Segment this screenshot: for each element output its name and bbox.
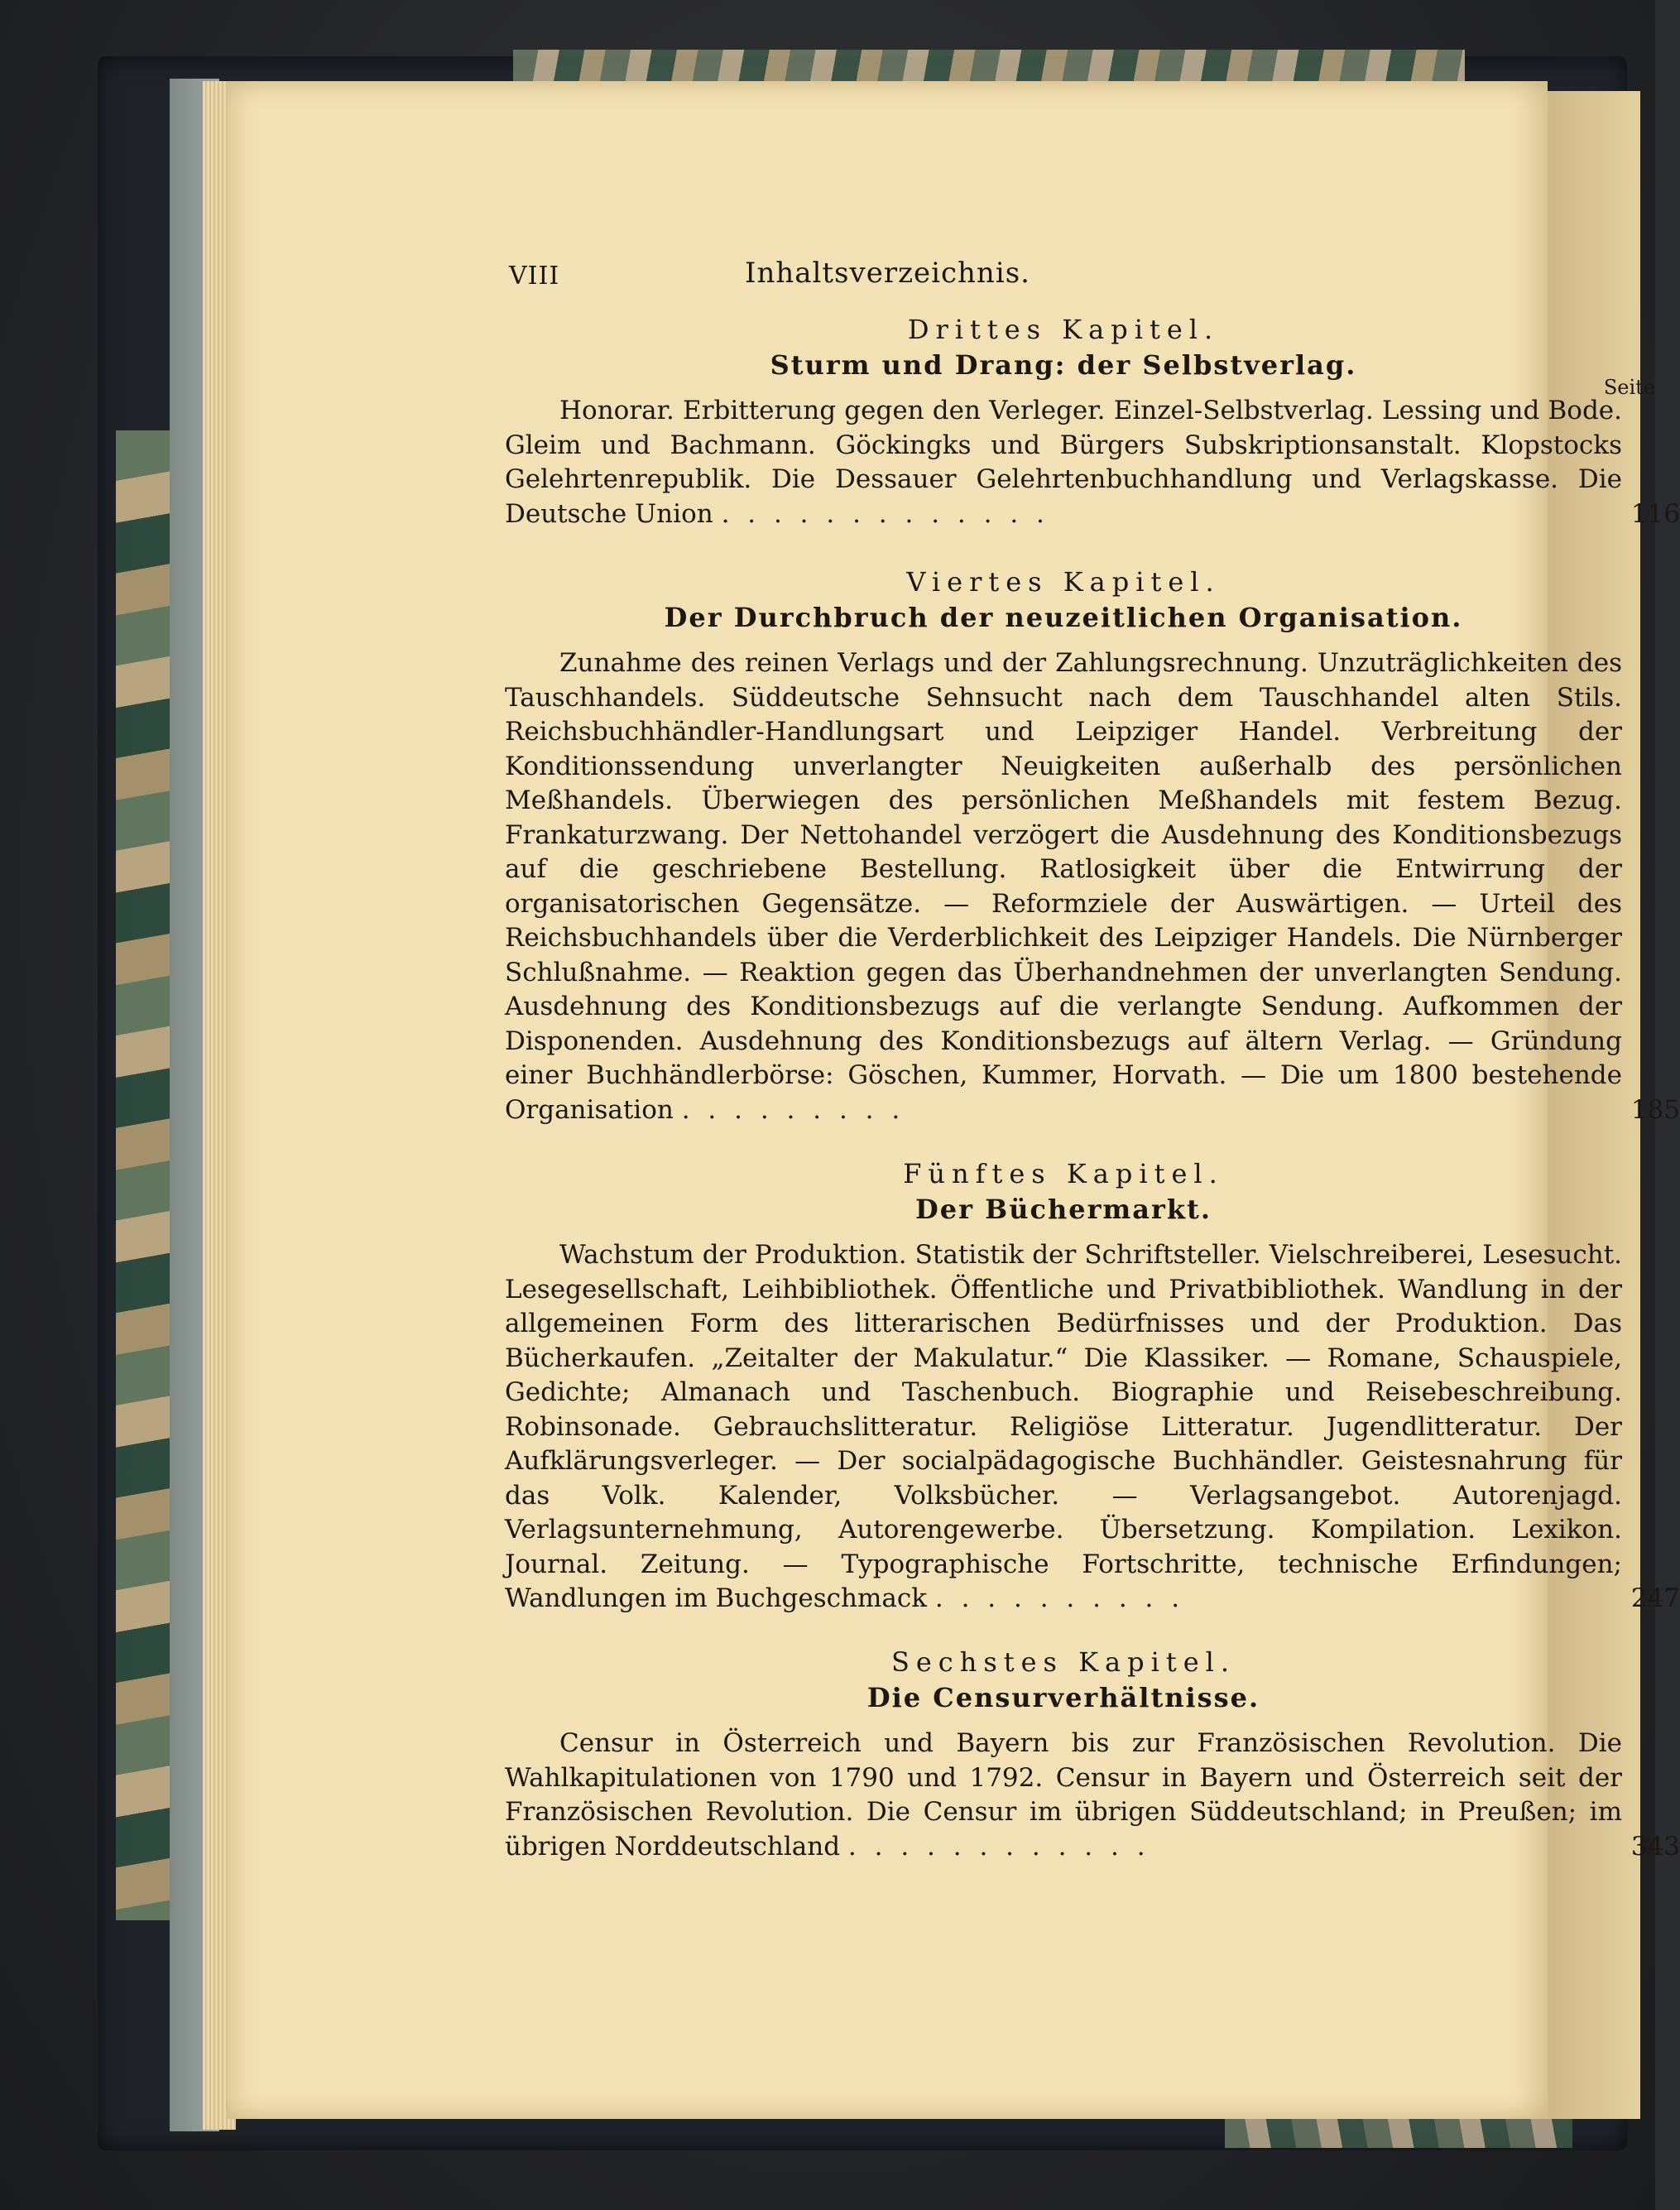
chapter-section-6	[505, 1645, 1680, 1864]
chapter-contents	[505, 1238, 1680, 1617]
leader-dots: . . . . . . . . . . . . .	[721, 498, 1049, 529]
leader-dots: . . . . . . . . . . . .	[847, 1831, 1150, 1862]
contents-text: Zunahme des reinen Verlags und der Zahlungsrechnung. Unzuträglichkeiten des Tauschhandels. Süddeutsche Sehnsucht nach dem Tauschhandel alten Stils. Reichsbuchhändler-Handlungsart und Leipziger Handel. Verbreitung der Konditionssendung unverlangter Neuigkeiten außerhalb des persönlichen Meßhandels. Überwiegen des persönlichen Meßhandels mit festem Bezug. Frankaturzwang. Der Nettohandel verzögert die Ausdehnung des Konditionsbezugs auf die geschriebene Bestellung. Ratlosigkeit über die Entwirrung der organisatorischen Gegensätze. — Reformziele der Auswärtigen. — Urteil des Reichsbuchhandels über die Verderblichkeit des Leipziger Handels. Die Nürnberger Schlußnahme. — Reaktion gegen das Überhandnehmen der unverlangten Sendung. Ausdehnung des Konditionsbezugs auf die verlangte Sendung. Aufkommen der Disponenden. Ausdehnung des Konditionsbezugs auf ältern Verlag. — Gründung einer Buchhändlerbörse: Göschen, Kummer, Horvath. — Die um 1800 bestehende Organisation	[505, 648, 1622, 1125]
chapter-heading: Drittes Kapitel.	[907, 314, 1220, 345]
chapter-contents	[505, 646, 1680, 1127]
marbled-edge-left	[116, 430, 174, 1920]
chapter-section-3	[505, 313, 1680, 531]
chapter-title: Der Büchermarkt.	[915, 1194, 1212, 1225]
page-reference: 185	[1630, 1094, 1680, 1125]
page-reference: 343	[1630, 1831, 1680, 1862]
contents-text: Censur in Österreich und Bayern bis zur Französischen Revolution. Die Wahlkapitulationen von 1790 und 1792. Censur in Bayern und Österreich seit der Französischen Revolution. Die Censur im übrigen Süddeutschland; in Preußen; im übrigen Norddeutschland	[505, 1728, 1622, 1862]
chapter-title: Der Durchbruch der neuzeitlichen Organisation.	[664, 602, 1463, 633]
chapter-section-4	[505, 565, 1680, 1127]
book-page	[228, 81, 1680, 2119]
chapter-heading: Viertes Kapitel.	[906, 566, 1221, 598]
page-reference: 116	[1630, 498, 1680, 529]
chapter-title: Die Censurverhältnisse.	[866, 1682, 1260, 1713]
page-reference: 247	[1630, 1583, 1680, 1613]
chapter-heading: Sechstes Kapitel.	[890, 1646, 1236, 1678]
leader-dots: . . . . . . . . .	[681, 1094, 905, 1125]
running-title: Inhaltsverzeichnis.	[745, 257, 1030, 290]
leader-dots: . . . . . . . . . .	[934, 1583, 1185, 1613]
chapter-title: Sturm und Drang: der Selbstverlag.	[770, 349, 1357, 381]
page-number-roman: VIII	[509, 262, 560, 291]
chapter-contents	[505, 394, 1680, 531]
contents-text: Wachstum der Produktion. Statistik der Schriftsteller. Vielschreiberei, Lesesucht. Lesegesellschaft, Leihbibliothek. Öffentliche und Privatbibliothek. Wandlung in der allgemeinen Form des litterarischen Bedürfnisses und der Produktion. Das Bücherkaufen. „Zeitalter der Makulatur.“ Die Klassiker. — Romane, Schauspiele, Gedichte; Almanach und Taschenbuch. Biographie und Reisebeschreibung. Robinsonade. Gebrauchslitteratur. Religiöse Litteratur. Jugendlitteratur. Der Aufklärungsverleger. — Der socialpädagogische Buchhändler. Geistesnahrung für das Volk. Kalender, Volksbücher. — Verlagsangebot. Autorenjagd. Verlagsunternehmung, Autorengewerbe. Übersetzung. Kompilation. Lexikon. Journal. Zeitung. — Typographische Fortschritte, technische Erfindungen; Wandlungen im Buchgeschmack	[505, 1240, 1622, 1613]
seite-label: Seite	[1603, 376, 1655, 399]
contents-text: Honorar. Erbitterung gegen den Verleger. Einzel-Selbstverlag. Lessing und Bode. Gleim und Bachmann. Göckingks und Bürgers Subskriptionsanstalt. Klopstocks Gelehrtenrepublik. Die Dessauer Gelehrtenbuchhandlung und Verlagskasse. Die Deutsche Union	[505, 396, 1622, 529]
chapter-heading: Fünftes Kapitel.	[903, 1158, 1224, 1189]
chapter-contents	[505, 1727, 1680, 1864]
chapter-section-5	[505, 1157, 1680, 1617]
